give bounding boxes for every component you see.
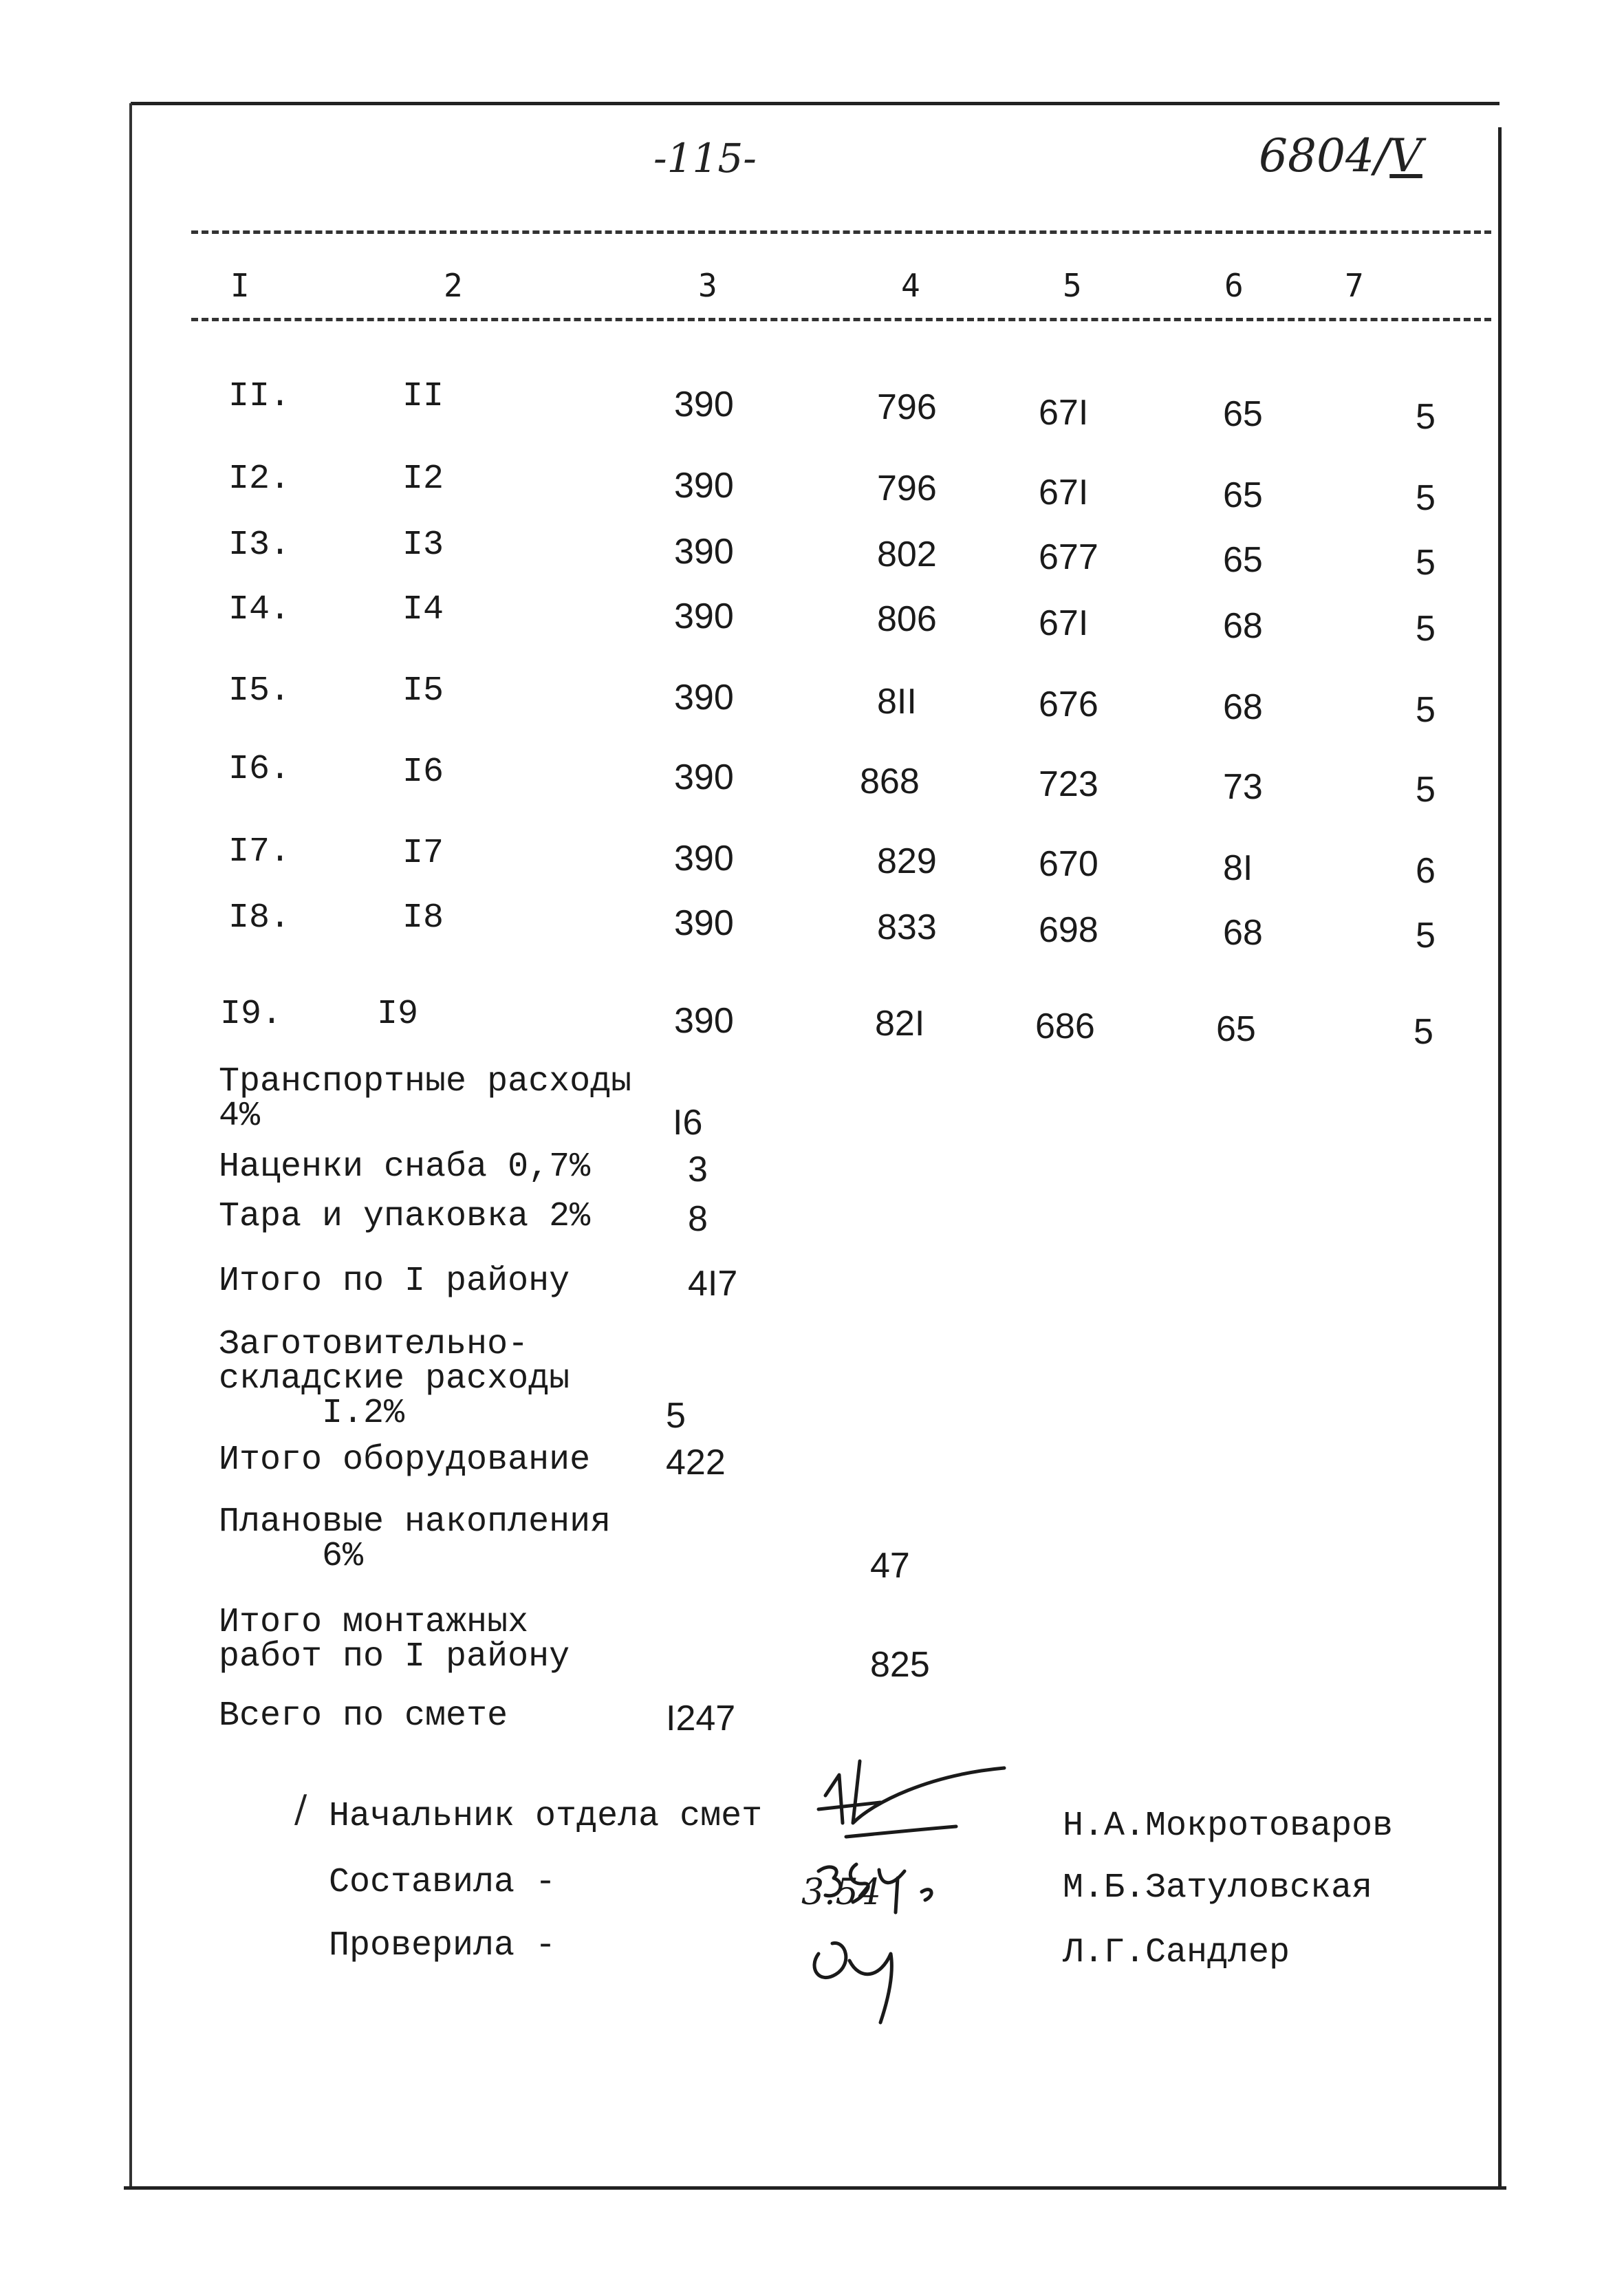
row-value-col5: 67I bbox=[1039, 603, 1089, 643]
row-number: I9. bbox=[220, 995, 283, 1034]
row-value-col7: 5 bbox=[1416, 609, 1436, 649]
row-value-col7: 5 bbox=[1416, 916, 1436, 956]
row-code: I2 bbox=[402, 460, 444, 499]
summary-label: Заготовительно- складские расходы I.2% bbox=[219, 1325, 570, 1433]
row-value-col5: 670 bbox=[1039, 844, 1098, 884]
row-value-col4: 796 bbox=[877, 387, 937, 427]
row-value-col6: 73 bbox=[1223, 767, 1263, 807]
row-value-col5: 686 bbox=[1035, 1006, 1095, 1046]
row-value-col7: 5 bbox=[1414, 1012, 1433, 1052]
row-value-col6: 65 bbox=[1223, 394, 1263, 434]
row-value-col4: 802 bbox=[877, 535, 937, 574]
row-code: I4 bbox=[402, 590, 444, 629]
document-code bbox=[1259, 129, 1422, 182]
summary-value: 47 bbox=[870, 1546, 910, 1586]
row-value-col7: 5 bbox=[1416, 478, 1436, 518]
row-value-col7: 5 bbox=[1416, 397, 1436, 437]
signatory-name: Л.Г.Сандлер bbox=[1063, 1933, 1290, 1972]
row-value-col5: 677 bbox=[1039, 537, 1098, 577]
summary-label: Плановые накопления 6% bbox=[219, 1502, 611, 1576]
column-header-1: I bbox=[230, 267, 250, 304]
row-code: I7 bbox=[402, 834, 444, 873]
row-number: I4. bbox=[228, 590, 291, 629]
summary-value: 3 bbox=[688, 1150, 708, 1189]
signatory-role: Составила - bbox=[329, 1863, 556, 1902]
frame-left-border bbox=[129, 103, 132, 2188]
summary-label: Всего по смете bbox=[219, 1696, 508, 1736]
row-value-col5: 698 bbox=[1039, 910, 1098, 950]
row-value-col7: 5 bbox=[1416, 770, 1436, 810]
summary-label: Тара и упаковка 2% bbox=[219, 1197, 591, 1236]
frame-right-border bbox=[1498, 127, 1502, 2188]
handwritten-note: 3.54 bbox=[801, 1872, 881, 1913]
row-number: I3. bbox=[228, 526, 291, 565]
row-number: I6. bbox=[228, 750, 291, 789]
row-value-col3: 390 bbox=[674, 678, 734, 718]
row-value-col6: 68 bbox=[1223, 913, 1263, 953]
row-number: I2. bbox=[228, 460, 291, 499]
row-code: II bbox=[402, 377, 444, 416]
signatory-name: Н.А.Мокротоваров bbox=[1063, 1807, 1394, 1846]
document-code-main: 6804/ bbox=[1259, 129, 1390, 182]
row-value-col3: 390 bbox=[674, 385, 734, 424]
signature-head-of-department bbox=[819, 1761, 1004, 1837]
row-value-col3: 390 bbox=[674, 757, 734, 797]
signature-checker bbox=[814, 1943, 891, 2023]
frame-top-border bbox=[131, 102, 1500, 105]
header-top-rule bbox=[191, 230, 1491, 234]
page-number: -115- bbox=[653, 135, 757, 182]
summary-label: Наценки снаба 0,7% bbox=[219, 1147, 591, 1187]
row-value-col5: 67I bbox=[1039, 393, 1089, 433]
summary-value: 4I7 bbox=[688, 1264, 738, 1304]
row-code: I6 bbox=[402, 753, 444, 792]
row-code: I3 bbox=[402, 526, 444, 565]
row-value-col4: 8II bbox=[877, 682, 917, 722]
summary-label: Итого оборудование bbox=[219, 1441, 591, 1480]
row-value-col6: 68 bbox=[1223, 606, 1263, 646]
row-value-col4: 833 bbox=[877, 907, 937, 947]
column-header-2: 2 bbox=[444, 267, 463, 304]
row-value-col4: 82I bbox=[875, 1004, 925, 1044]
column-header-3: 3 bbox=[698, 267, 717, 304]
row-value-col6: 68 bbox=[1223, 687, 1263, 727]
document-code-suffix: V bbox=[1389, 129, 1422, 182]
row-value-col5: 676 bbox=[1039, 684, 1098, 724]
row-value-col6: 65 bbox=[1216, 1009, 1256, 1049]
signatory-name: М.Б.Затуловская bbox=[1063, 1868, 1373, 1908]
row-value-col5: 67I bbox=[1039, 473, 1089, 513]
summary-label: Итого монтажных работ по I району bbox=[219, 1603, 570, 1676]
row-code: I5 bbox=[402, 671, 444, 711]
summary-value: 8 bbox=[688, 1199, 708, 1239]
summary-value: 422 bbox=[666, 1443, 726, 1482]
signatory-role: Начальник отдела смет bbox=[329, 1797, 763, 1836]
row-value-col3: 390 bbox=[674, 466, 734, 506]
row-value-col6: 65 bbox=[1223, 540, 1263, 580]
summary-value: 5 bbox=[666, 1396, 686, 1436]
row-number: II. bbox=[228, 377, 291, 416]
summary-value: I247 bbox=[666, 1699, 736, 1738]
row-number: I5. bbox=[228, 671, 291, 711]
row-value-col7: 6 bbox=[1416, 851, 1436, 891]
summary-label: Транспортные расходы 4% bbox=[219, 1062, 632, 1136]
row-value-col4: 796 bbox=[877, 468, 937, 508]
column-header-6: 6 bbox=[1224, 267, 1244, 304]
row-value-col3: 390 bbox=[674, 903, 734, 943]
row-value-col6: 8I bbox=[1223, 848, 1253, 888]
summary-value: I6 bbox=[673, 1103, 703, 1143]
row-value-col3: 390 bbox=[674, 839, 734, 878]
row-value-col7: 5 bbox=[1416, 690, 1436, 730]
row-value-col3: 390 bbox=[674, 1001, 734, 1041]
summary-label: Итого по I району bbox=[219, 1262, 570, 1301]
header-bottom-rule bbox=[191, 318, 1491, 321]
row-number: I7. bbox=[228, 832, 291, 872]
row-value-col3: 390 bbox=[674, 596, 734, 636]
row-number: I8. bbox=[228, 898, 291, 938]
column-header-4: 4 bbox=[901, 267, 920, 304]
row-value-col6: 65 bbox=[1223, 475, 1263, 515]
row-code: I8 bbox=[402, 898, 444, 938]
column-header-7: 7 bbox=[1345, 267, 1364, 304]
row-value-col4: 868 bbox=[860, 762, 920, 801]
summary-value: 825 bbox=[870, 1645, 930, 1685]
row-value-col7: 5 bbox=[1416, 543, 1436, 583]
column-header-5: 5 bbox=[1063, 267, 1082, 304]
handwritten-signatures bbox=[777, 1747, 1025, 2036]
row-code: I9 bbox=[377, 995, 419, 1034]
frame-bottom-border bbox=[124, 2186, 1506, 2190]
row-value-col5: 723 bbox=[1039, 764, 1098, 804]
row-value-col4: 806 bbox=[877, 599, 937, 639]
row-value-col4: 829 bbox=[877, 841, 937, 881]
margin-mark: / bbox=[294, 1787, 307, 1831]
row-value-col3: 390 bbox=[674, 532, 734, 572]
signatory-role: Проверила - bbox=[329, 1926, 556, 1965]
